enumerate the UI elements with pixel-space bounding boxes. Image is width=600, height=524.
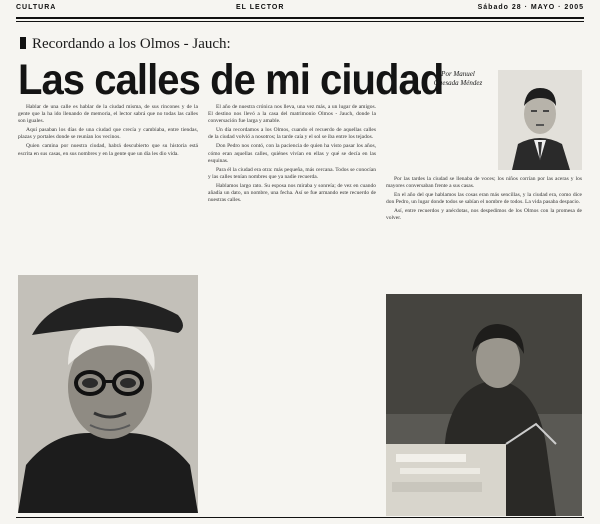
newspaper-name: EL LECTOR	[236, 4, 285, 11]
header-bar	[16, 4, 584, 15]
paragraph: Así, entre recuerdos y anécdotas, nos despedimos de los Olmos con la promesa de volver.	[386, 208, 582, 222]
byline-prefix: Por Manuel	[441, 70, 475, 78]
paragraph: Don Pedro nos contó, con la paciencia de quien ha visto pasar los años, cómo eran aquellas calles, quiénes vivían en ellas y qué se decía en las esquinas.	[208, 143, 376, 164]
paragraph: Aquí pasaban los días de una ciudad que crecía y cambiaba, entre tiendas, plazas y portales donde se reunían los vecinos.	[18, 127, 198, 141]
byline-name: Quesada Méndez	[433, 79, 483, 87]
top-rule-thin	[16, 21, 584, 22]
paragraph: Por las tardes la ciudad se llenaba de voces; los niños corrían por las aceras y los mayores conversaban frente a sus casas.	[386, 176, 582, 190]
paragraph: Hablar de una calle es hablar de la ciudad misma, de sus rincones y de la gente que la ha ido llenando de memoria, el lector sabrá que no todas las calles son iguales.	[18, 104, 198, 125]
paragraph: Hablamos largo rato. Su esposa nos miraba y sonreía; de vez en cuando añadía un dato, un nombre, una fecha. Así se fue armando este recuerdo de nuestras calles.	[208, 182, 376, 204]
paragraph: En el año del que hablamos las cosas eran más sencillas, y la ciudad era, como dice don Pedro, un lugar donde todos se sabían el nombre de todos. La vida pasaba despacio.	[386, 192, 582, 206]
article-column-1	[18, 104, 198, 269]
paragraph: El año de nuestra crónica nos lleva, una vez más, a un lugar de amigos. El destino nos llevó a la casa del matrimonio Olmos - Jauch, donde la conversación fue larga y amable.	[208, 104, 376, 125]
paragraph: Quien camina por nuestra ciudad, habrá descubierto que su historia está escrita en sus casas, en sus nombres y en la gente que un día les dio vida.	[18, 143, 198, 157]
second-photo	[386, 294, 582, 516]
paragraph: Para él la ciudad era otra: más pequeña, más cercana. Todos se conocían y las calles tenían nombres que ya nadie recuerda.	[208, 166, 376, 180]
section-label: CULTURA	[16, 4, 57, 11]
bottom-rule	[16, 517, 584, 518]
top-rule	[16, 17, 584, 19]
main-photo	[18, 275, 198, 513]
headline: Las calles de mi ciudad	[18, 56, 444, 104]
author-portrait	[498, 70, 582, 170]
issue-date: Sábado 28 · MAYO · 2005	[477, 4, 584, 11]
article-column-3	[386, 176, 582, 288]
article-column-2	[208, 104, 376, 516]
kicker: Recordando a los Olmos - Jauch:	[20, 36, 231, 53]
byline	[420, 70, 496, 88]
paragraph: Un día recordamos a los Olmos, cuando el recuerdo de aquellas calles de la ciudad volvió a nosotros; la tarde caía y el sol se iba entre los tejados.	[208, 127, 376, 141]
